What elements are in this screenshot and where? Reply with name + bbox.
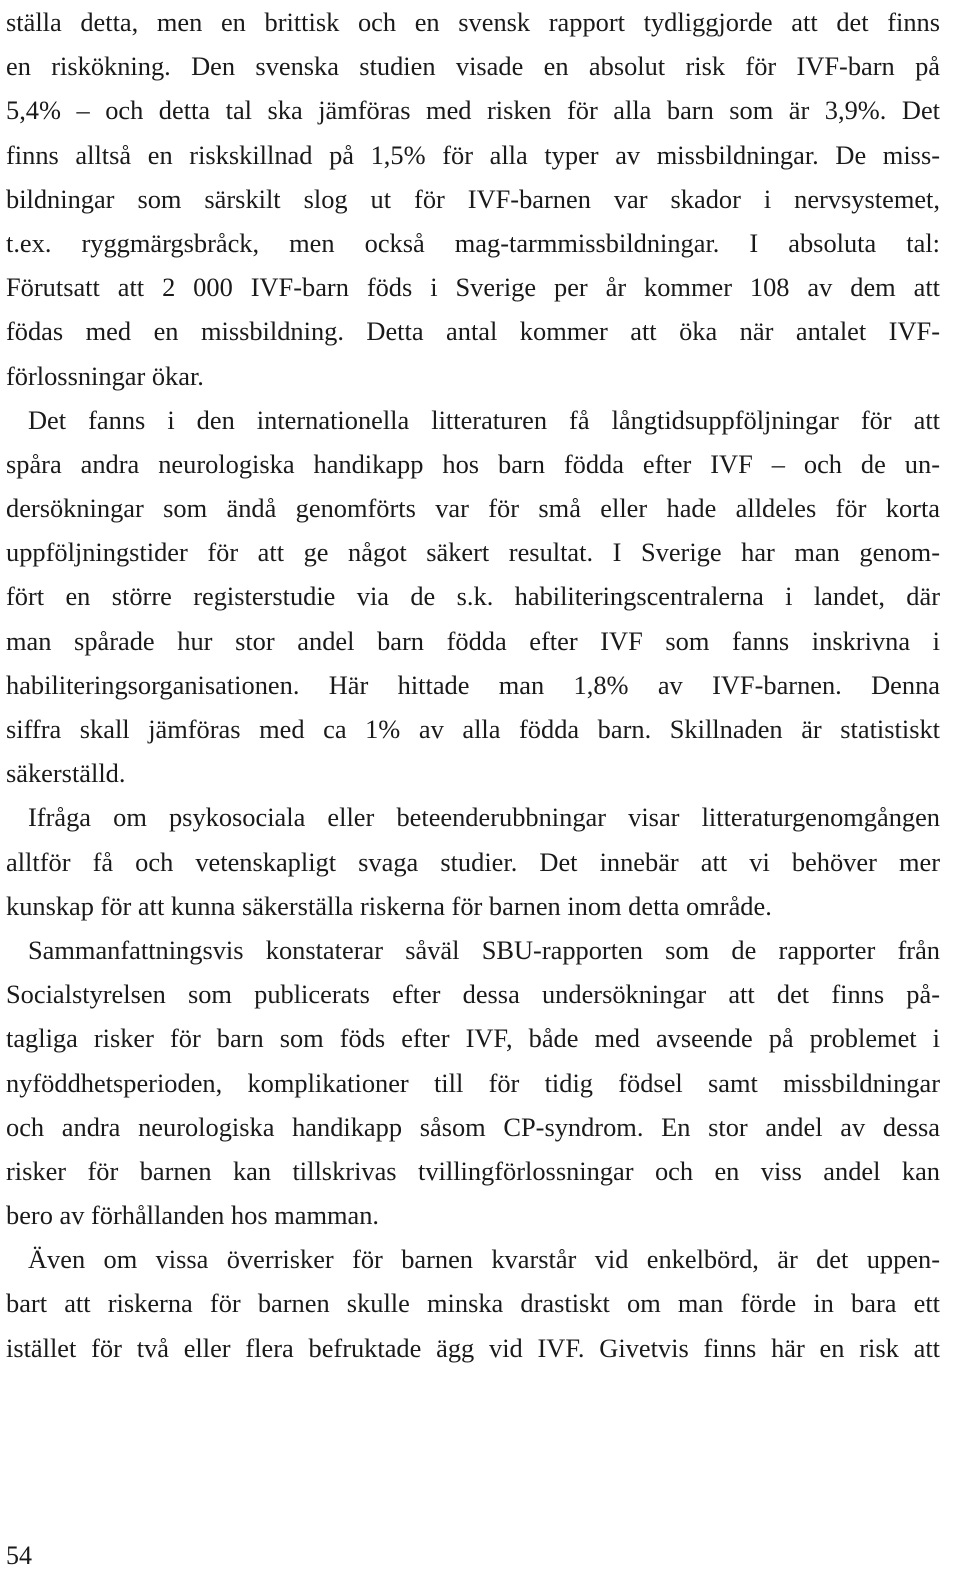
text-line: man spårade hur stor andel barn födda efter IVF som fanns inskrivna i [6, 625, 940, 656]
paragraph-first-line: Sammanfattningsvis konstaterar såväl SBU-rapporten som de rapporter från [28, 934, 940, 965]
text-line: istället för två eller flera befruktade ägg vid IVF. Givetvis finns här en risk att [6, 1332, 940, 1363]
paragraph-first-line: Det fanns i den internationella litteraturen få långtidsuppföljningar för att [28, 404, 940, 435]
text-line: ställa detta, men en brittisk och en svensk rapport tydliggjorde att det finns [6, 7, 940, 37]
text-line: 5,4% – och detta tal ska jämföras med risken för alla barn som är 3,9%. Det [6, 95, 940, 126]
text-line: nyföddhetsperioden, komplikationer till för tidig födsel samt missbildningar [6, 1067, 940, 1098]
text-line: alltför få och vetenskapligt svaga studier. Det innebär att vi behöver mer [6, 846, 940, 877]
text-line: Förutsatt att 2 000 IVF-barn föds i Sverige per år kommer 108 av dem att [6, 272, 940, 303]
text-line: bero av förhållanden hos mamman. [6, 1200, 380, 1231]
text-line: dersökningar som ändå genomförts var för små eller hade alldeles för korta [6, 493, 940, 524]
text-line: finns alltså en riskskillnad på 1,5% för alla typer av missbildningar. De miss- [6, 139, 940, 170]
paragraph-first-line: Ifråga om psykosociala eller beteenderubbningar visar litteraturgenomgången [28, 802, 940, 833]
text-line: Socialstyrelsen som publicerats efter dessa undersökningar att det finns på- [6, 979, 940, 1010]
text-line: bildningar som särskilt slog ut för IVF-barnen var skador i nervsystemet, [6, 183, 940, 214]
text-line: habiliteringsorganisationen. Här hittade man 1,8% av IVF-barnen. Denna [6, 669, 940, 700]
text-line: säkerställd. [6, 758, 126, 789]
text-line: t.ex. ryggmärgsbråck, men också mag-tarmmissbildningar. I absoluta tal: [6, 227, 940, 258]
text-line: uppföljningstider för att ge något säkert resultat. I Sverige har man genom- [6, 537, 940, 568]
text-line: spåra andra neurologiska handikapp hos barn födda efter IVF – och de un- [6, 448, 940, 479]
text-line: kunskap för att kunna säkerställa riskerna för barnen inom detta område. [6, 890, 772, 921]
text-line: förlossningar ökar. [6, 360, 204, 391]
text-line: födas med en missbildning. Detta antal kommer att öka när antalet IVF- [6, 316, 940, 347]
text-line: en riskökning. Den svenska studien visade en absolut risk för IVF-barn på [6, 51, 940, 82]
text-line: och andra neurologiska handikapp såsom CP-syndrom. En stor andel av dessa [6, 1111, 940, 1142]
page-number: 54 [6, 1541, 32, 1570]
page-body [6, 0, 940, 1370]
text-line: bart att riskerna för barnen skulle minska drastiskt om man förde in bara ett [6, 1288, 940, 1319]
text-line: risker för barnen kan tillskrivas tvillingförlossningar och en viss andel kan [6, 1155, 940, 1186]
text-line: tagliga risker för barn som föds efter IVF, både med avseende på problemet i [6, 1023, 940, 1054]
text-line: siffra skall jämföras med ca 1% av alla födda barn. Skillnaden är statistiskt [6, 714, 940, 744]
paragraph-first-line: Även om vissa överrisker för barnen kvarstår vid enkelbörd, är det uppen- [28, 1244, 940, 1275]
text-line: fört en större registerstudie via de s.k. habiliteringscentralerna i landet, där [6, 581, 940, 612]
